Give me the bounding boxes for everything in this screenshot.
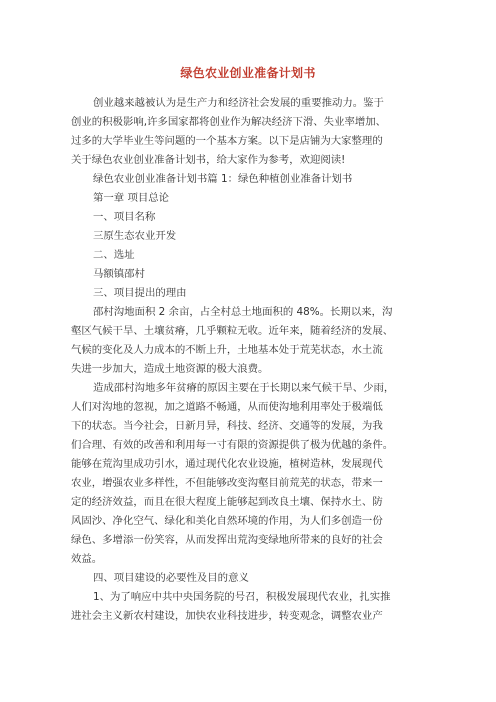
body-line: 风固沙、净化空气、绿化和美化自然环境的作用，为人们多创造一份 <box>71 515 383 527</box>
body-line: 造成邵村沟地多年贫瘠的原因主要在于长期以来气候干旱、少雨， <box>93 382 395 394</box>
document-title: 绿色农业创业准备计划书 <box>180 66 316 80</box>
document-body <box>71 94 431 626</box>
body-line: 失进一步加大，造成土地资源的极大浪费。 <box>71 363 269 375</box>
body-line: 气候的变化及人力成本的不断上升，土地基本处于荒芜状态，水土流 <box>71 344 383 356</box>
body-line: 壑区气候干旱、土壤贫瘠，几乎颗粒无收。近年来，随着经济的发展、 <box>71 325 394 337</box>
body-line: 进社会主义新农村建设，加快农业科技进步，转变观念，调整农业产 <box>71 610 383 622</box>
body-line: 邵村沟地面积 2 余亩，占全村总土地面积的 48%。长期以来，沟 <box>93 306 393 318</box>
body-line: 下的状态。当今社会，日新月异，科技、经济、交通等的发展，为我 <box>71 420 383 432</box>
body-line: 定的经济效益，而且在很大程度上能够起到改良土壤、保持水土、防 <box>71 496 383 508</box>
body-line: 第一章 项目总论 <box>93 192 170 204</box>
body-line: 关于绿色农业创业准备计划书，给大家作为参考，欢迎阅读! <box>71 154 346 166</box>
body-line: 人们对沟地的忽视，加之道路不畅通，从而使沟地利用率处于极端低 <box>71 401 383 413</box>
body-line: 创业的积极影响,许多国家都将创业作为解决经济下滑、失业率增加、 <box>71 116 387 128</box>
body-line: 过多的大学毕业生等问题的一个基本方案。以下是店铺为大家整理的 <box>71 135 383 147</box>
body-line: 1、为了响应中共中央国务院的号召，积极发展现代农业，扎实推 <box>93 591 391 603</box>
body-line: 三原生态农业开发 <box>93 230 177 242</box>
body-line: 三、项目提出的理由 <box>93 287 187 299</box>
body-line: 效益。 <box>71 553 103 565</box>
body-line: 四、项目建设的必要性及目的意义 <box>93 572 249 584</box>
body-line: 农业，增强农业多样性，不但能够改变沟壑目前荒芜的状态，带来一 <box>71 477 383 489</box>
body-line: 创业越来越被认为是生产力和经济社会发展的重要推动力。鉴于 <box>93 97 384 109</box>
body-line: 们合理、有效的改善和利用每一寸有限的资源提供了极为优越的条件。 <box>71 439 394 451</box>
body-line: 绿色农业创业准备计划书篇 1：绿色种植创业准备计划书 <box>93 173 353 185</box>
body-line: 马额镇邵村 <box>93 268 145 280</box>
body-line: 能够在荒沟里成功引水，通过现代化农业设施，植树造林，发展现代 <box>71 458 383 470</box>
body-line: 绿色、多增添一份笑容，从而发挥出荒沟变绿地所带来的良好的社会 <box>71 534 383 546</box>
body-line: 二、选址 <box>93 249 135 261</box>
body-line: 一、项目名称 <box>93 211 156 223</box>
